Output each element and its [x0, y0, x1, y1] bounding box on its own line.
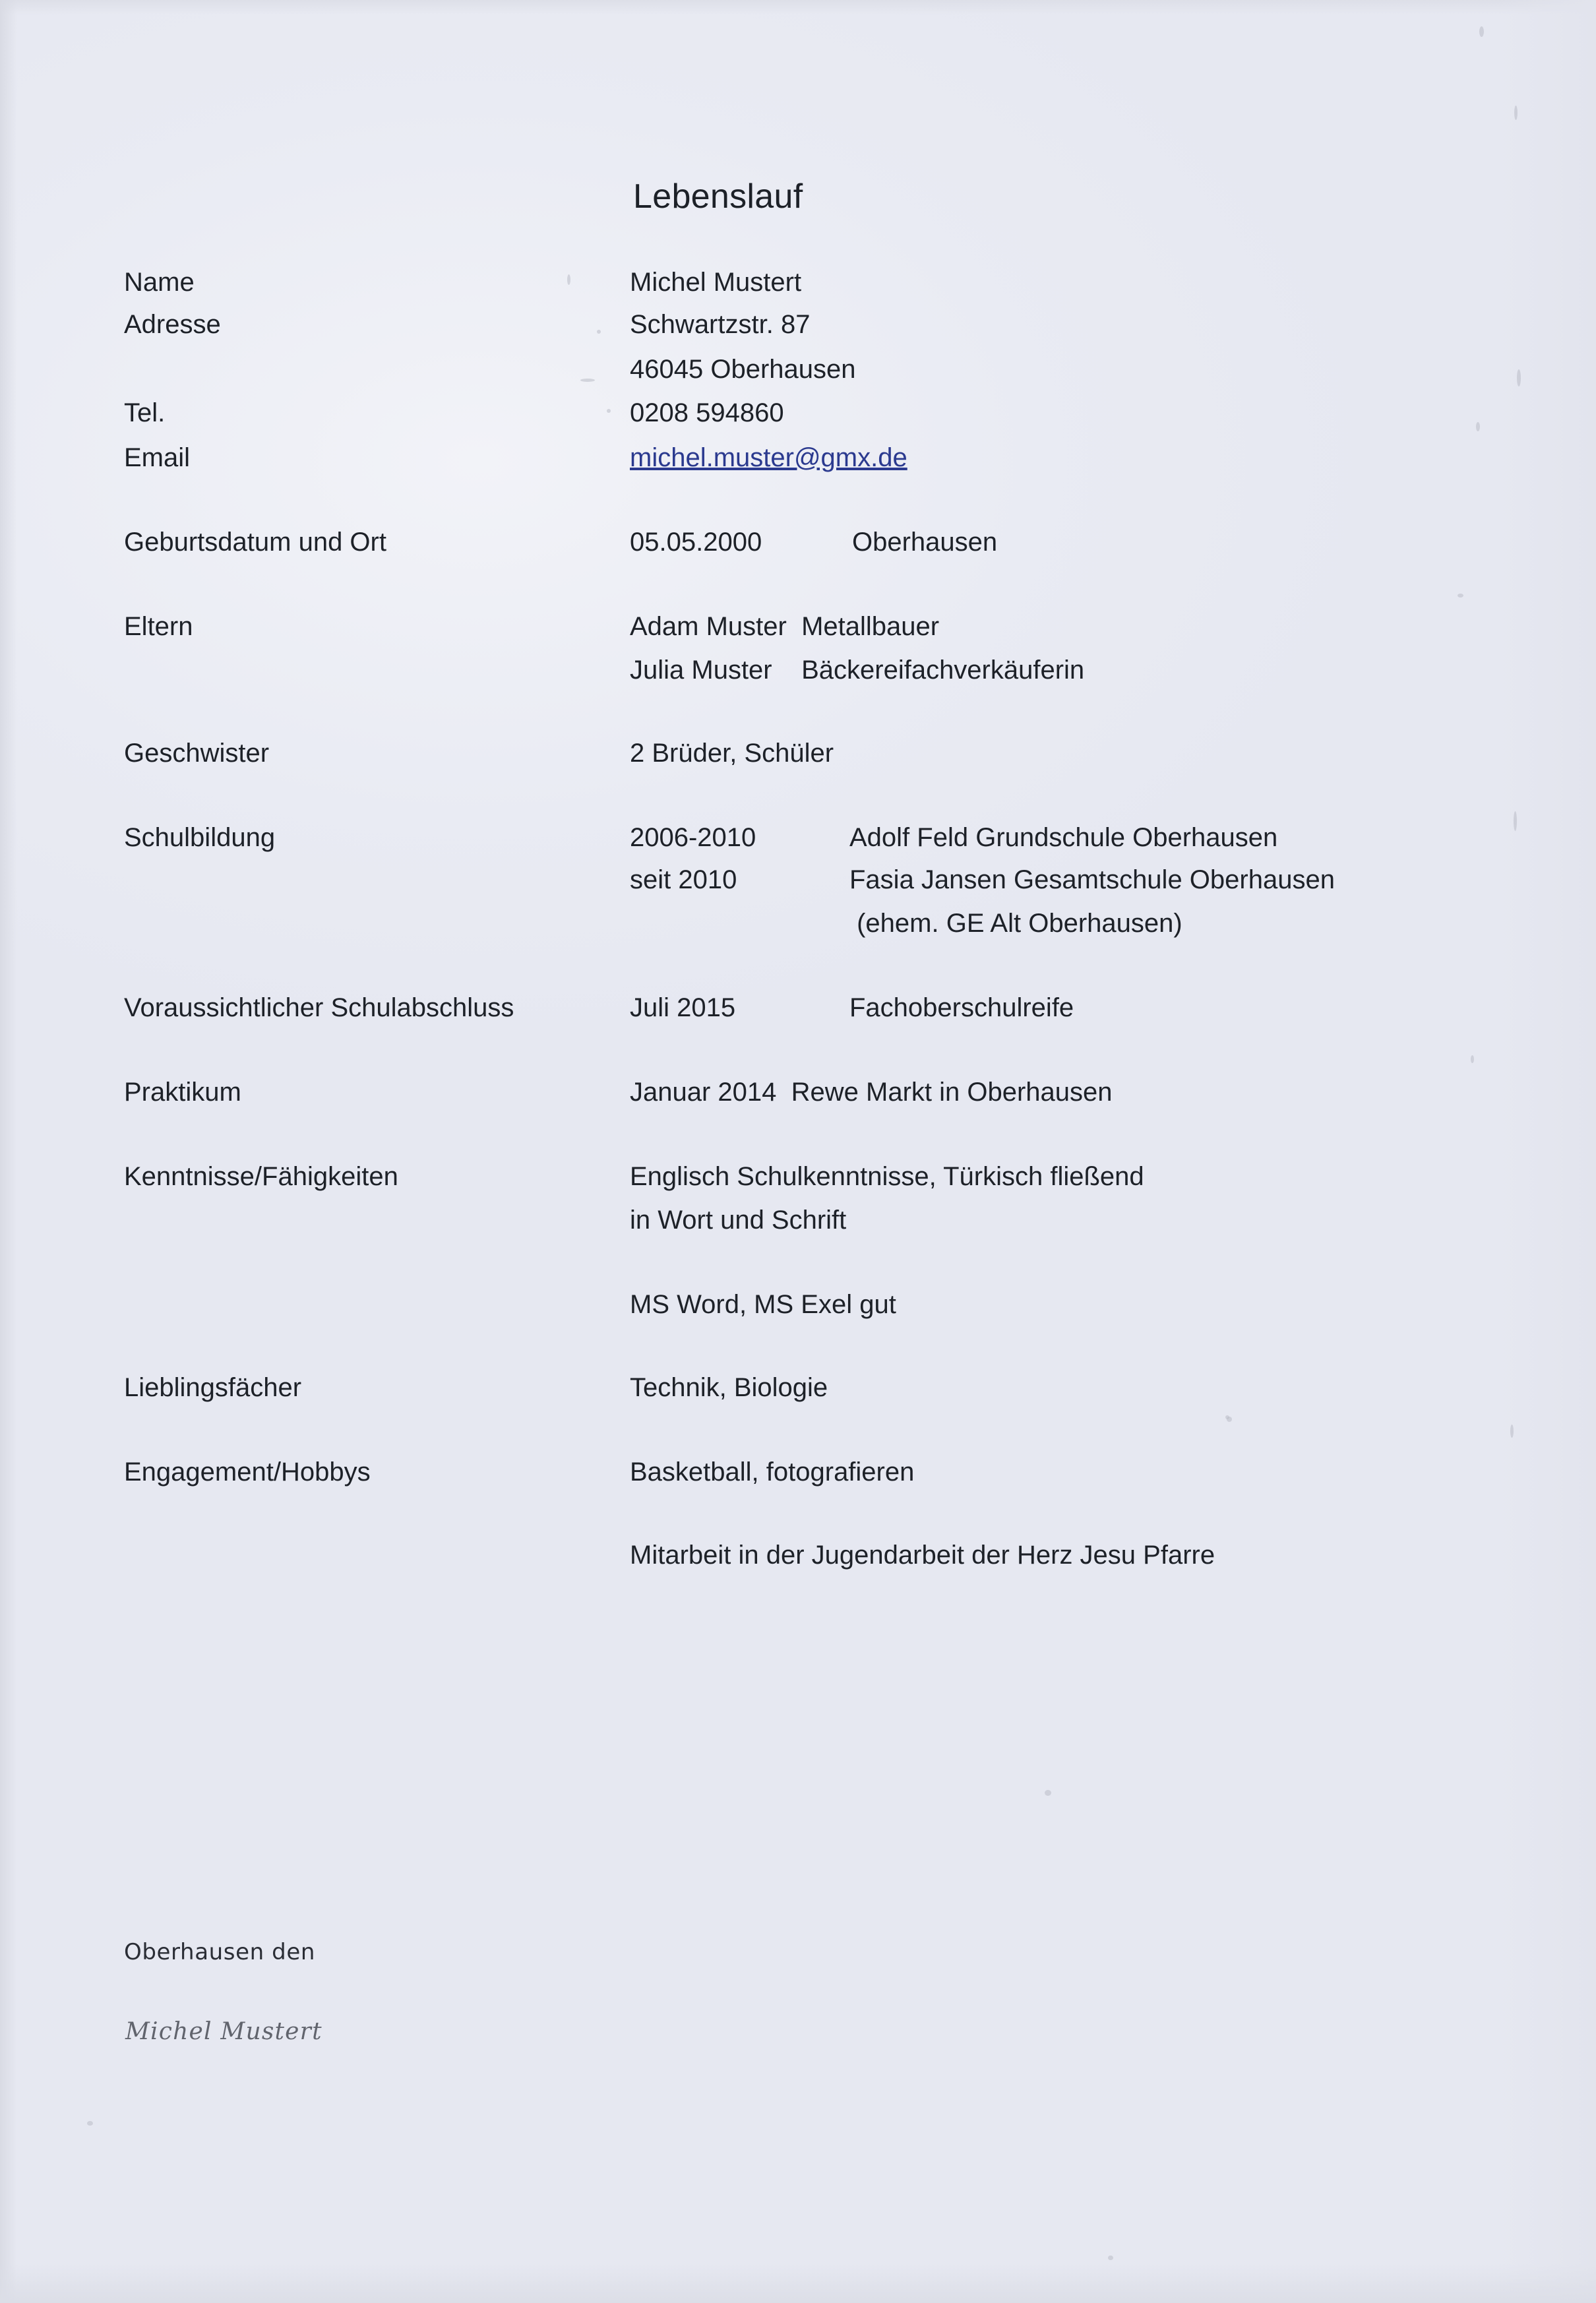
- field-label-name: Name: [124, 268, 195, 297]
- field-label-kenntnisse: Kenntnisse/Fähigkeiten: [124, 1162, 398, 1191]
- field-value-volunteering: Mitarbeit in der Jugendarbeit der Herz Jesu Pfarre: [630, 1541, 1215, 1570]
- field-value-lieblingsfaecher: Technik, Biologie: [630, 1373, 828, 1402]
- field-value-geschwister: 2 Brüder, Schüler: [630, 739, 834, 768]
- field-label-schulbildung: Schulbildung: [124, 823, 276, 852]
- field-value-school2-years: seit 2010: [630, 865, 737, 894]
- field-value-languages-2: in Wort und Schrift: [630, 1206, 847, 1235]
- field-value-name: Michel Mustert: [630, 268, 802, 297]
- field-value-birthdate: 05.05.2000: [630, 528, 762, 557]
- page-title: Lebenslauf: [633, 177, 803, 216]
- field-value-abschluss-type: Fachoberschulreife: [849, 993, 1074, 1022]
- field-label-geschwister: Geschwister: [124, 739, 270, 768]
- field-value-school1-years: 2006-2010: [630, 823, 756, 852]
- field-value-tel: 0208 594860: [630, 398, 784, 427]
- field-label-hobbys: Engagement/Hobbys: [124, 1458, 371, 1487]
- field-value-school2-name: Fasia Jansen Gesamtschule Oberhausen: [849, 865, 1335, 894]
- field-value-street: Schwartzstr. 87: [630, 310, 811, 339]
- field-label-praktikum: Praktikum: [124, 1078, 241, 1107]
- field-label-lieblingsfaecher: Lieblingsfächer: [124, 1373, 302, 1402]
- field-value-hobbys: Basketball, fotografieren: [630, 1458, 915, 1487]
- field-value-email[interactable]: michel.muster@gmx.de: [630, 443, 907, 472]
- field-value-school1-name: Adolf Feld Grundschule Oberhausen: [849, 823, 1278, 852]
- field-label-email: Email: [124, 443, 191, 472]
- field-value-father: Adam Muster Metallbauer: [630, 612, 940, 641]
- field-value-praktikum: Januar 2014 Rewe Markt in Oberhausen: [630, 1078, 1113, 1107]
- field-value-school2-note: (ehem. GE Alt Oberhausen): [849, 909, 1182, 938]
- field-value-languages: Englisch Schulkenntnisse, Türkisch fließend: [630, 1162, 1144, 1191]
- field-label-tel: Tel.: [124, 398, 166, 427]
- field-value-birthplace: Oberhausen: [852, 528, 998, 557]
- field-value-city: 46045 Oberhausen: [630, 355, 856, 384]
- field-label-adresse: Adresse: [124, 310, 221, 339]
- field-value-abschluss-date: Juli 2015: [630, 993, 736, 1022]
- handwritten-signature: Michel Mustert: [125, 2018, 322, 2045]
- signature-place-line: Oberhausen den: [124, 1939, 316, 1965]
- field-label-birth: Geburtsdatum und Ort: [124, 528, 386, 557]
- field-value-software: MS Word, MS Exel gut: [630, 1290, 896, 1319]
- field-label-eltern: Eltern: [124, 612, 193, 641]
- field-value-mother: Julia Muster Bäckereifachverkäuferin: [630, 656, 1085, 685]
- field-label-abschluss: Voraussichtlicher Schulabschluss: [124, 993, 514, 1022]
